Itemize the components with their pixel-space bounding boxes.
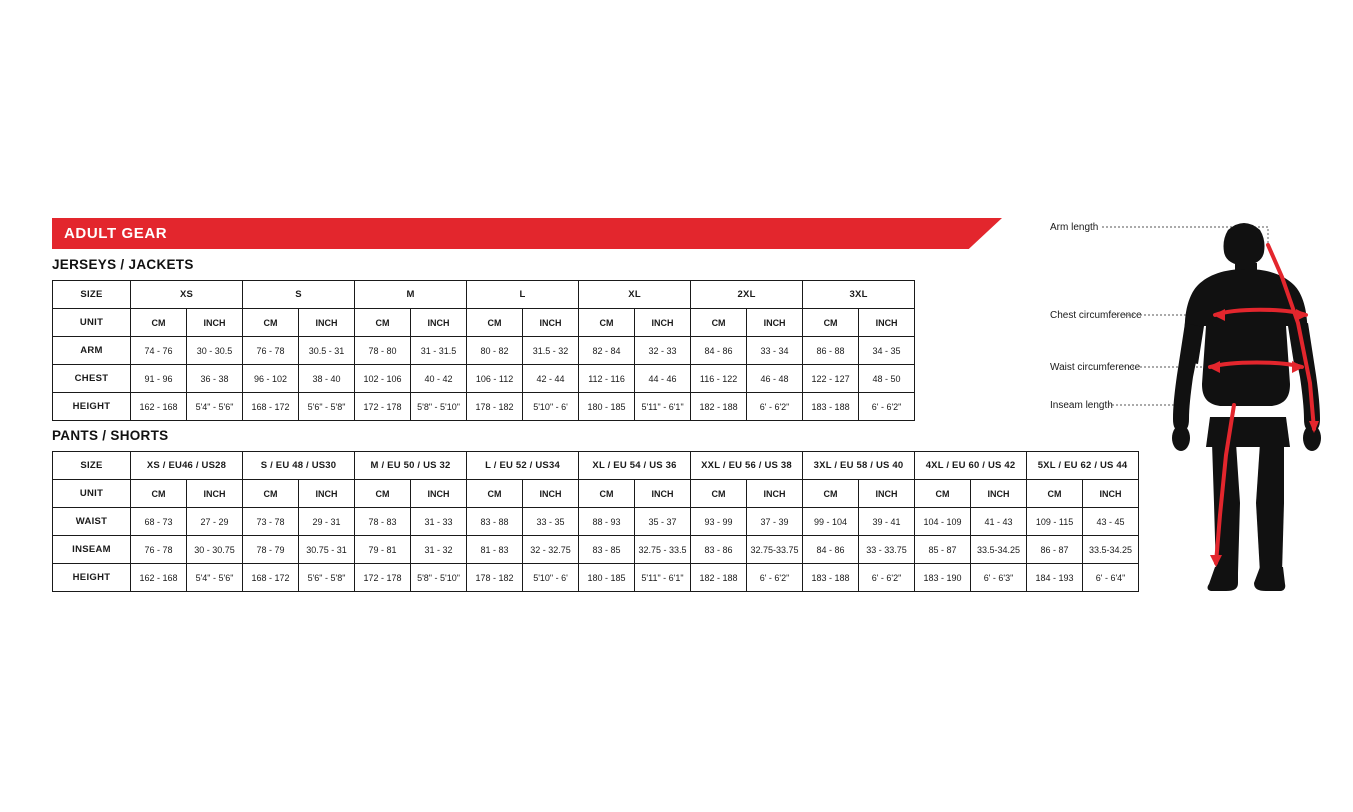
data-cell: 91 - 96 <box>131 365 187 393</box>
data-cell: 5'4" - 5'6" <box>187 393 243 421</box>
data-cell: 80 - 82 <box>467 337 523 365</box>
callout-chest-circumference: Chest circumference <box>1050 310 1142 321</box>
data-cell: 30 - 30.75 <box>187 536 243 564</box>
unit-cell: INCH <box>635 480 691 508</box>
data-cell: 183 - 188 <box>803 393 859 421</box>
data-cell: 99 - 104 <box>803 508 859 536</box>
data-cell: 34 - 35 <box>859 337 915 365</box>
data-cell: 112 - 116 <box>579 365 635 393</box>
size-header-m: M / EU 50 / US 32 <box>355 452 467 480</box>
data-cell: 6' - 6'4" <box>1083 564 1139 592</box>
data-cell: 5'4" - 5'6" <box>187 564 243 592</box>
data-cell: 31.5 - 32 <box>523 337 579 365</box>
data-cell: 27 - 29 <box>187 508 243 536</box>
data-cell: 29 - 31 <box>299 508 355 536</box>
unit-cell: CM <box>355 480 411 508</box>
row-label-arm: ARM <box>53 337 131 365</box>
callout-inseam-length: Inseam length <box>1050 400 1113 411</box>
data-cell: 31 - 33 <box>411 508 467 536</box>
unit-cell: INCH <box>411 480 467 508</box>
size-header-m: M <box>355 281 467 309</box>
body-silhouette <box>1172 223 1321 591</box>
unit-cell: CM <box>243 309 299 337</box>
data-cell: 5'11" - 6'1" <box>635 564 691 592</box>
data-cell: 33.5-34.25 <box>1083 536 1139 564</box>
row-label-inseam: INSEAM <box>53 536 131 564</box>
unit-cell: CM <box>131 309 187 337</box>
unit-cell: CM <box>691 309 747 337</box>
size-header-s: S / EU 48 / US30 <box>243 452 355 480</box>
data-cell: 33 - 35 <box>523 508 579 536</box>
unit-cell: CM <box>1027 480 1083 508</box>
data-cell: 5'8" - 5'10" <box>411 393 467 421</box>
row-label-waist: WAIST <box>53 508 131 536</box>
unit-cell: INCH <box>523 309 579 337</box>
data-cell: 86 - 87 <box>1027 536 1083 564</box>
data-cell: 30.75 - 31 <box>299 536 355 564</box>
data-cell: 104 - 109 <box>915 508 971 536</box>
data-cell: 6' - 6'2" <box>859 564 915 592</box>
jerseys-size-table <box>52 280 915 421</box>
data-cell: 79 - 81 <box>355 536 411 564</box>
size-header-4xl: 4XL / EU 60 / US 42 <box>915 452 1027 480</box>
data-cell: 6' - 6'2" <box>747 564 803 592</box>
data-cell: 106 - 112 <box>467 365 523 393</box>
data-cell: 5'10" - 6' <box>523 393 579 421</box>
data-cell: 168 - 172 <box>243 564 299 592</box>
data-cell: 83 - 88 <box>467 508 523 536</box>
size-header-3xl: 3XL / EU 58 / US 40 <box>803 452 915 480</box>
data-cell: 76 - 78 <box>131 536 187 564</box>
callout-arm-length: Arm length <box>1050 222 1099 233</box>
size-header-l: L <box>467 281 579 309</box>
banner-shape <box>52 218 1002 249</box>
data-cell: 36 - 38 <box>187 365 243 393</box>
data-cell: 30 - 30.5 <box>187 337 243 365</box>
row-label-height: HEIGHT <box>53 564 131 592</box>
data-cell: 30.5 - 31 <box>299 337 355 365</box>
unit-cell: CM <box>803 309 859 337</box>
data-cell: 102 - 106 <box>355 365 411 393</box>
size-header-5xl: 5XL / EU 62 / US 44 <box>1027 452 1139 480</box>
size-header-3xl: 3XL <box>803 281 915 309</box>
data-cell: 88 - 93 <box>579 508 635 536</box>
data-cell: 78 - 80 <box>355 337 411 365</box>
data-cell: 182 - 188 <box>691 564 747 592</box>
unit-cell: CM <box>579 480 635 508</box>
size-header-xs: XS / EU46 / US28 <box>131 452 243 480</box>
data-cell: 180 - 185 <box>579 564 635 592</box>
data-cell: 168 - 172 <box>243 393 299 421</box>
table-row <box>53 309 915 337</box>
data-cell: 180 - 185 <box>579 393 635 421</box>
data-cell: 32 - 33 <box>635 337 691 365</box>
banner-title: ADULT GEAR <box>64 225 168 242</box>
unit-cell: INCH <box>747 309 803 337</box>
data-cell: 122 - 127 <box>803 365 859 393</box>
unit-cell: INCH <box>747 480 803 508</box>
data-cell: 5'11" - 6'1" <box>635 393 691 421</box>
data-cell: 37 - 39 <box>747 508 803 536</box>
table-row <box>53 393 915 421</box>
table-row <box>53 480 1139 508</box>
jerseys-section-title: JERSEYS / JACKETS <box>52 257 194 272</box>
size-header-s: S <box>243 281 355 309</box>
table-row <box>53 508 1139 536</box>
data-cell: 5'8" - 5'10" <box>411 564 467 592</box>
size-header-xs: XS <box>131 281 243 309</box>
callout-waist-circumference: Waist circumference <box>1050 362 1141 373</box>
unit-cell: INCH <box>299 480 355 508</box>
data-cell: 86 - 88 <box>803 337 859 365</box>
table-row <box>53 337 915 365</box>
data-cell: 41 - 43 <box>971 508 1027 536</box>
data-cell: 43 - 45 <box>1083 508 1139 536</box>
data-cell: 31 - 31.5 <box>411 337 467 365</box>
data-cell: 35 - 37 <box>635 508 691 536</box>
data-cell: 74 - 76 <box>131 337 187 365</box>
data-cell: 81 - 83 <box>467 536 523 564</box>
data-cell: 48 - 50 <box>859 365 915 393</box>
data-cell: 116 - 122 <box>691 365 747 393</box>
data-cell: 82 - 84 <box>579 337 635 365</box>
data-cell: 178 - 182 <box>467 564 523 592</box>
data-cell: 33 - 34 <box>747 337 803 365</box>
unit-cell: CM <box>691 480 747 508</box>
body-figure-svg <box>1030 205 1340 605</box>
unit-cell: CM <box>803 480 859 508</box>
data-cell: 32.75 - 33.5 <box>635 536 691 564</box>
unit-cell: INCH <box>299 309 355 337</box>
unit-cell: INCH <box>971 480 1027 508</box>
unit-cell: CM <box>243 480 299 508</box>
data-cell: 84 - 86 <box>803 536 859 564</box>
row-label-unit: UNIT <box>53 480 131 508</box>
measurement-figure <box>1030 205 1340 605</box>
unit-cell: INCH <box>859 480 915 508</box>
data-cell: 162 - 168 <box>131 564 187 592</box>
data-cell: 172 - 178 <box>355 393 411 421</box>
data-cell: 5'6" - 5'8" <box>299 564 355 592</box>
size-header-l: L / EU 52 / US34 <box>467 452 579 480</box>
data-cell: 46 - 48 <box>747 365 803 393</box>
unit-cell: INCH <box>187 480 243 508</box>
data-cell: 172 - 178 <box>355 564 411 592</box>
data-cell: 83 - 85 <box>579 536 635 564</box>
data-cell: 96 - 102 <box>243 365 299 393</box>
data-cell: 42 - 44 <box>523 365 579 393</box>
data-cell: 162 - 168 <box>131 393 187 421</box>
size-header-2xl: 2XL <box>691 281 803 309</box>
adult-gear-banner <box>52 218 1002 249</box>
data-cell: 84 - 86 <box>691 337 747 365</box>
unit-cell: CM <box>467 309 523 337</box>
row-label-unit: UNIT <box>53 309 131 337</box>
table-row <box>53 452 1139 480</box>
row-label-size: SIZE <box>53 452 131 480</box>
data-cell: 78 - 79 <box>243 536 299 564</box>
size-header-xl: XL <box>579 281 691 309</box>
data-cell: 182 - 188 <box>691 393 747 421</box>
row-label-height: HEIGHT <box>53 393 131 421</box>
data-cell: 44 - 46 <box>635 365 691 393</box>
unit-cell: CM <box>915 480 971 508</box>
unit-cell: INCH <box>411 309 467 337</box>
unit-cell: INCH <box>635 309 691 337</box>
unit-cell: INCH <box>523 480 579 508</box>
data-cell: 33 - 33.75 <box>859 536 915 564</box>
data-cell: 6' - 6'2" <box>747 393 803 421</box>
table-row <box>53 536 1139 564</box>
size-header-xl: XL / EU 54 / US 36 <box>579 452 691 480</box>
data-cell: 38 - 40 <box>299 365 355 393</box>
row-label-chest: CHEST <box>53 365 131 393</box>
data-cell: 178 - 182 <box>467 393 523 421</box>
unit-cell: INCH <box>187 309 243 337</box>
pants-section-title: PANTS / SHORTS <box>52 428 169 443</box>
unit-cell: CM <box>467 480 523 508</box>
data-cell: 39 - 41 <box>859 508 915 536</box>
data-cell: 184 - 193 <box>1027 564 1083 592</box>
data-cell: 73 - 78 <box>243 508 299 536</box>
data-cell: 93 - 99 <box>691 508 747 536</box>
data-cell: 78 - 83 <box>355 508 411 536</box>
data-cell: 83 - 86 <box>691 536 747 564</box>
data-cell: 183 - 188 <box>803 564 859 592</box>
data-cell: 5'10" - 6' <box>523 564 579 592</box>
table-row <box>53 281 915 309</box>
data-cell: 32 - 32.75 <box>523 536 579 564</box>
size-header-xxl: XXL / EU 56 / US 38 <box>691 452 803 480</box>
data-cell: 68 - 73 <box>131 508 187 536</box>
data-cell: 33.5-34.25 <box>971 536 1027 564</box>
data-cell: 109 - 115 <box>1027 508 1083 536</box>
pants-size-table <box>52 451 1139 592</box>
data-cell: 183 - 190 <box>915 564 971 592</box>
data-cell: 6' - 6'3" <box>971 564 1027 592</box>
unit-cell: INCH <box>859 309 915 337</box>
data-cell: 76 - 78 <box>243 337 299 365</box>
row-label-size: SIZE <box>53 281 131 309</box>
data-cell: 5'6" - 5'8" <box>299 393 355 421</box>
data-cell: 40 - 42 <box>411 365 467 393</box>
unit-cell: CM <box>355 309 411 337</box>
table-row <box>53 365 915 393</box>
data-cell: 85 - 87 <box>915 536 971 564</box>
unit-cell: INCH <box>1083 480 1139 508</box>
data-cell: 6' - 6'2" <box>859 393 915 421</box>
unit-cell: CM <box>131 480 187 508</box>
table-row <box>53 564 1139 592</box>
data-cell: 31 - 32 <box>411 536 467 564</box>
data-cell: 32.75-33.75 <box>747 536 803 564</box>
unit-cell: CM <box>579 309 635 337</box>
